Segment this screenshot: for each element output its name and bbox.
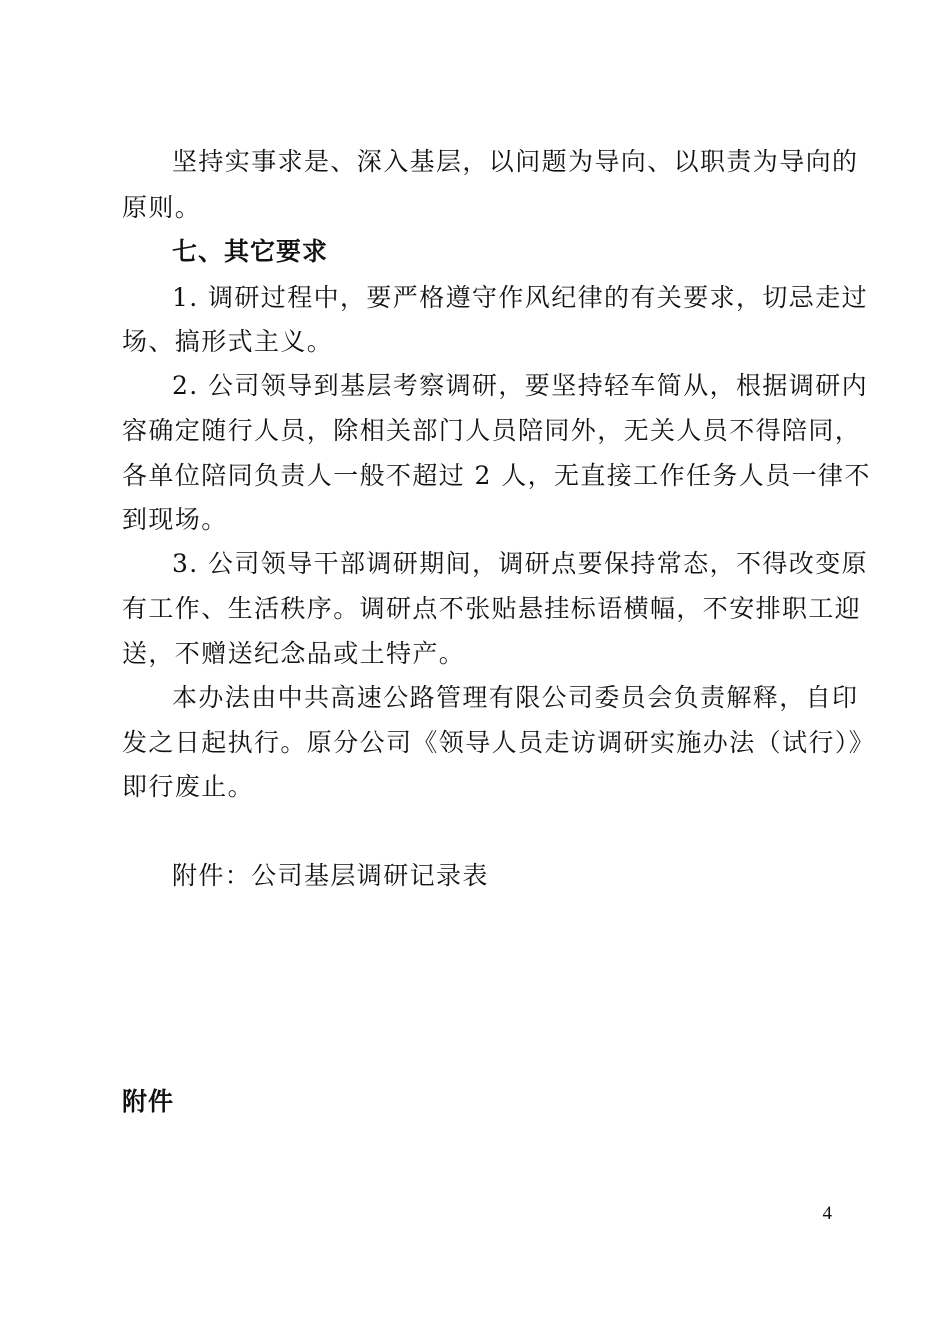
interpretation-line-1: 本办法由中共高速公路管理有限公司委员会负责解释，自印	[172, 683, 859, 712]
page-number: 4	[822, 1203, 832, 1224]
item-2-line-2: 容确定随行人员，除相关部门人员陪同外，无关人员不得陪同，	[122, 416, 862, 445]
item-2-line-4: 到现场。	[122, 505, 228, 534]
item-2-line-1: 2. 公司领导到基层考察调研，要坚持轻车简从，根据调研内	[172, 371, 869, 400]
item-1-line-2: 场、搞形式主义。	[122, 327, 334, 356]
item-3-line-1: 3. 公司领导干部调研期间，调研点要保持常态，不得改变原	[172, 549, 869, 578]
item-1-line-1: 1. 调研过程中，要严格遵守作风纪律的有关要求，切忌走过	[172, 283, 869, 312]
principle-line-1: 坚持实事求是、深入基层，以问题为导向、以职责为导向的	[172, 147, 859, 176]
item-3-line-3: 送，不赠送纪念品或土特产。	[122, 639, 466, 668]
attachment-note: 附件：公司基层调研记录表	[172, 861, 489, 890]
interpretation-line-3: 即行废止。	[122, 772, 255, 801]
item-3-line-2: 有工作、生活秩序。调研点不张贴悬挂标语横幅，不安排职工迎	[122, 594, 862, 623]
principle-line-2: 原则。	[122, 193, 202, 222]
section-seven-heading: 七、其它要求	[172, 237, 329, 266]
interpretation-line-2: 发之日起执行。原分公司《领导人员走访调研实施办法（试行）》	[122, 728, 876, 757]
attachment-heading: 附件	[122, 1087, 175, 1116]
item-2-line-3: 各单位陪同负责人一般不超过 2 人，无直接工作任务人员一律不	[122, 461, 871, 490]
